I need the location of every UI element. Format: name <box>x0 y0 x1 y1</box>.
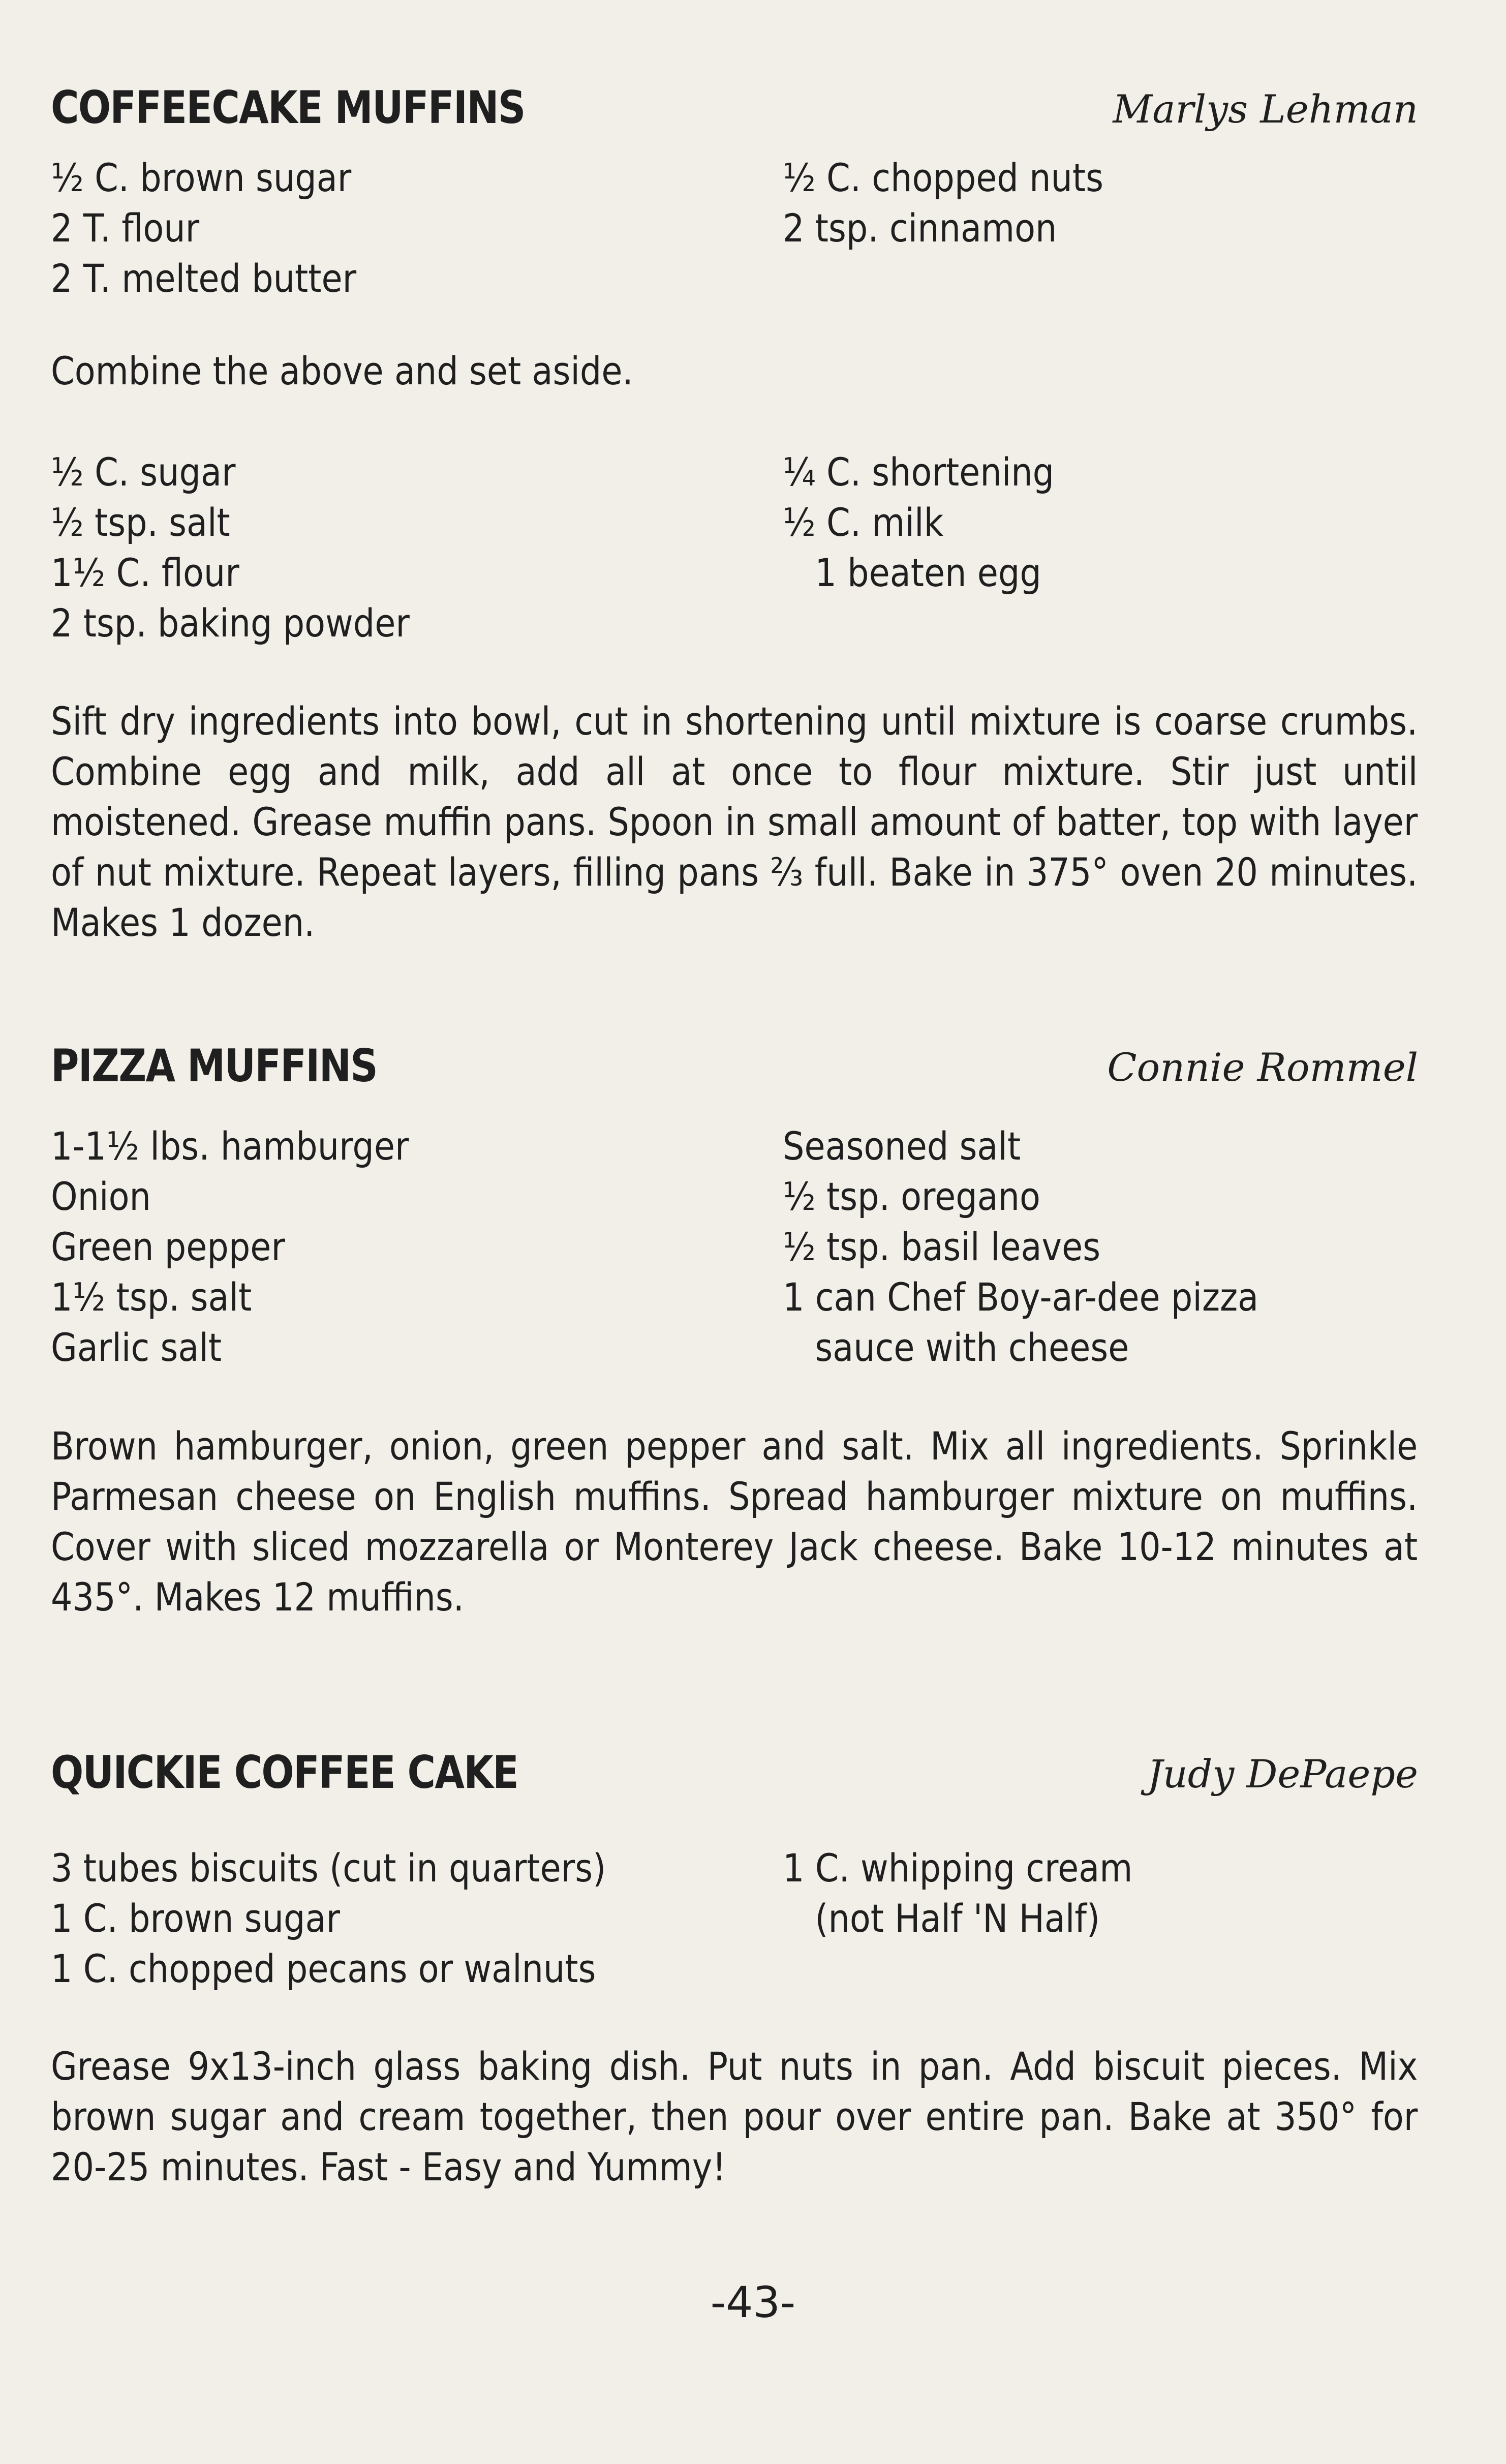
ingredient: 1 C. brown sugar <box>51 1896 340 1941</box>
ingredient: 1-1½ lbs. hamburger <box>51 1123 409 1169</box>
ingredient: ½ C. brown sugar <box>51 155 352 200</box>
recipe-note: Combine the above and set aside. <box>51 348 633 393</box>
recipe-coffeecake-muffins <box>51 81 1418 948</box>
recipe-author: Judy DePaepe <box>1147 1751 1418 1797</box>
ingredient: ½ C. milk <box>783 500 944 545</box>
topping-ingredients <box>51 153 1418 310</box>
ingredient: 1 C. chopped pecans or walnuts <box>51 1946 596 1991</box>
recipe-author: Connie Rommel <box>1107 1045 1418 1090</box>
ingredient: 1 beaten egg <box>815 550 1041 595</box>
recipe-pizza-muffins <box>51 1040 1418 1622</box>
ingredient: 2 T. melted butter <box>51 256 357 301</box>
recipe-directions: Grease 9x13-inch glass baking dish. Put nuts in pan. Add biscuit pieces. Mix brown sugar and cream together, then pour over entire pan. Bake at 350° for 20-25 minutes. Fast - Easy and Yummy! <box>51 2044 1418 2189</box>
ingredient: Green pepper <box>51 1224 285 1269</box>
ingredient: ½ tsp. oregano <box>783 1174 1040 1219</box>
ingredient: 3 tubes biscuits (cut in quarters) <box>51 1845 606 1891</box>
recipe-directions: Brown hamburger, onion, green pepper and salt. Mix all ingredients. Sprinkle Parmesan cheese on English muffins. Spread hamburger mixture on muffins. Cover with sliced mozzarella or Monterey Jack cheese. Bake 10-12 minutes at 435°. Makes 12 muffins. <box>51 1423 1418 1620</box>
recipe-title: COFFEECAKE MUFFINS <box>51 81 525 134</box>
ingredient: ½ C. sugar <box>51 449 236 495</box>
ingredient: 1½ C. flour <box>51 550 239 595</box>
ingredient: sauce with cheese <box>815 1325 1129 1370</box>
ingredient: ¼ C. shortening <box>783 449 1055 495</box>
recipe-directions: Sift dry ingredients into bowl, cut in shortening until mixture is coarse crumbs. Combine egg and milk, add all at once to flour mixture. Stir just until moistened. Grease muffin pans. Spoon in small amount of batter, top with layer of nut mixture. Repeat layers, filling pans ⅔ full. Bake in 375° oven 20 minutes. Makes 1 dozen. <box>51 698 1418 945</box>
ingredient: Onion <box>51 1174 151 1219</box>
ingredient: 2 tsp. baking powder <box>51 600 410 646</box>
ingredient: ½ C. chopped nuts <box>783 155 1103 200</box>
coffee-cake-ingredients <box>51 1843 1418 1995</box>
ingredient: Garlic salt <box>51 1325 222 1370</box>
recipe-author: Marlys Lehman <box>1113 86 1418 132</box>
ingredient: 1 can Chef Boy-ar-dee pizza <box>783 1274 1259 1320</box>
recipe-quickie-coffee-cake <box>51 1746 1418 2192</box>
ingredient: ½ tsp. salt <box>51 500 230 545</box>
batter-ingredients <box>51 447 1418 650</box>
recipe-title: QUICKIE COFFEE CAKE <box>51 1746 518 1799</box>
ingredient: 1½ tsp. salt <box>51 1274 252 1320</box>
pizza-ingredients <box>51 1121 1418 1375</box>
ingredient: Seasoned salt <box>783 1123 1021 1169</box>
ingredient: ½ tsp. basil leaves <box>783 1224 1101 1269</box>
ingredient: 2 T. flour <box>51 205 200 251</box>
recipe-title: PIZZA MUFFINS <box>51 1040 378 1092</box>
page-number: -43- <box>710 2277 796 2327</box>
ingredient: 1 C. whipping cream <box>783 1845 1133 1891</box>
ingredient: (not Half 'N Half) <box>815 1896 1100 1941</box>
ingredient: 2 tsp. cinnamon <box>783 205 1057 251</box>
